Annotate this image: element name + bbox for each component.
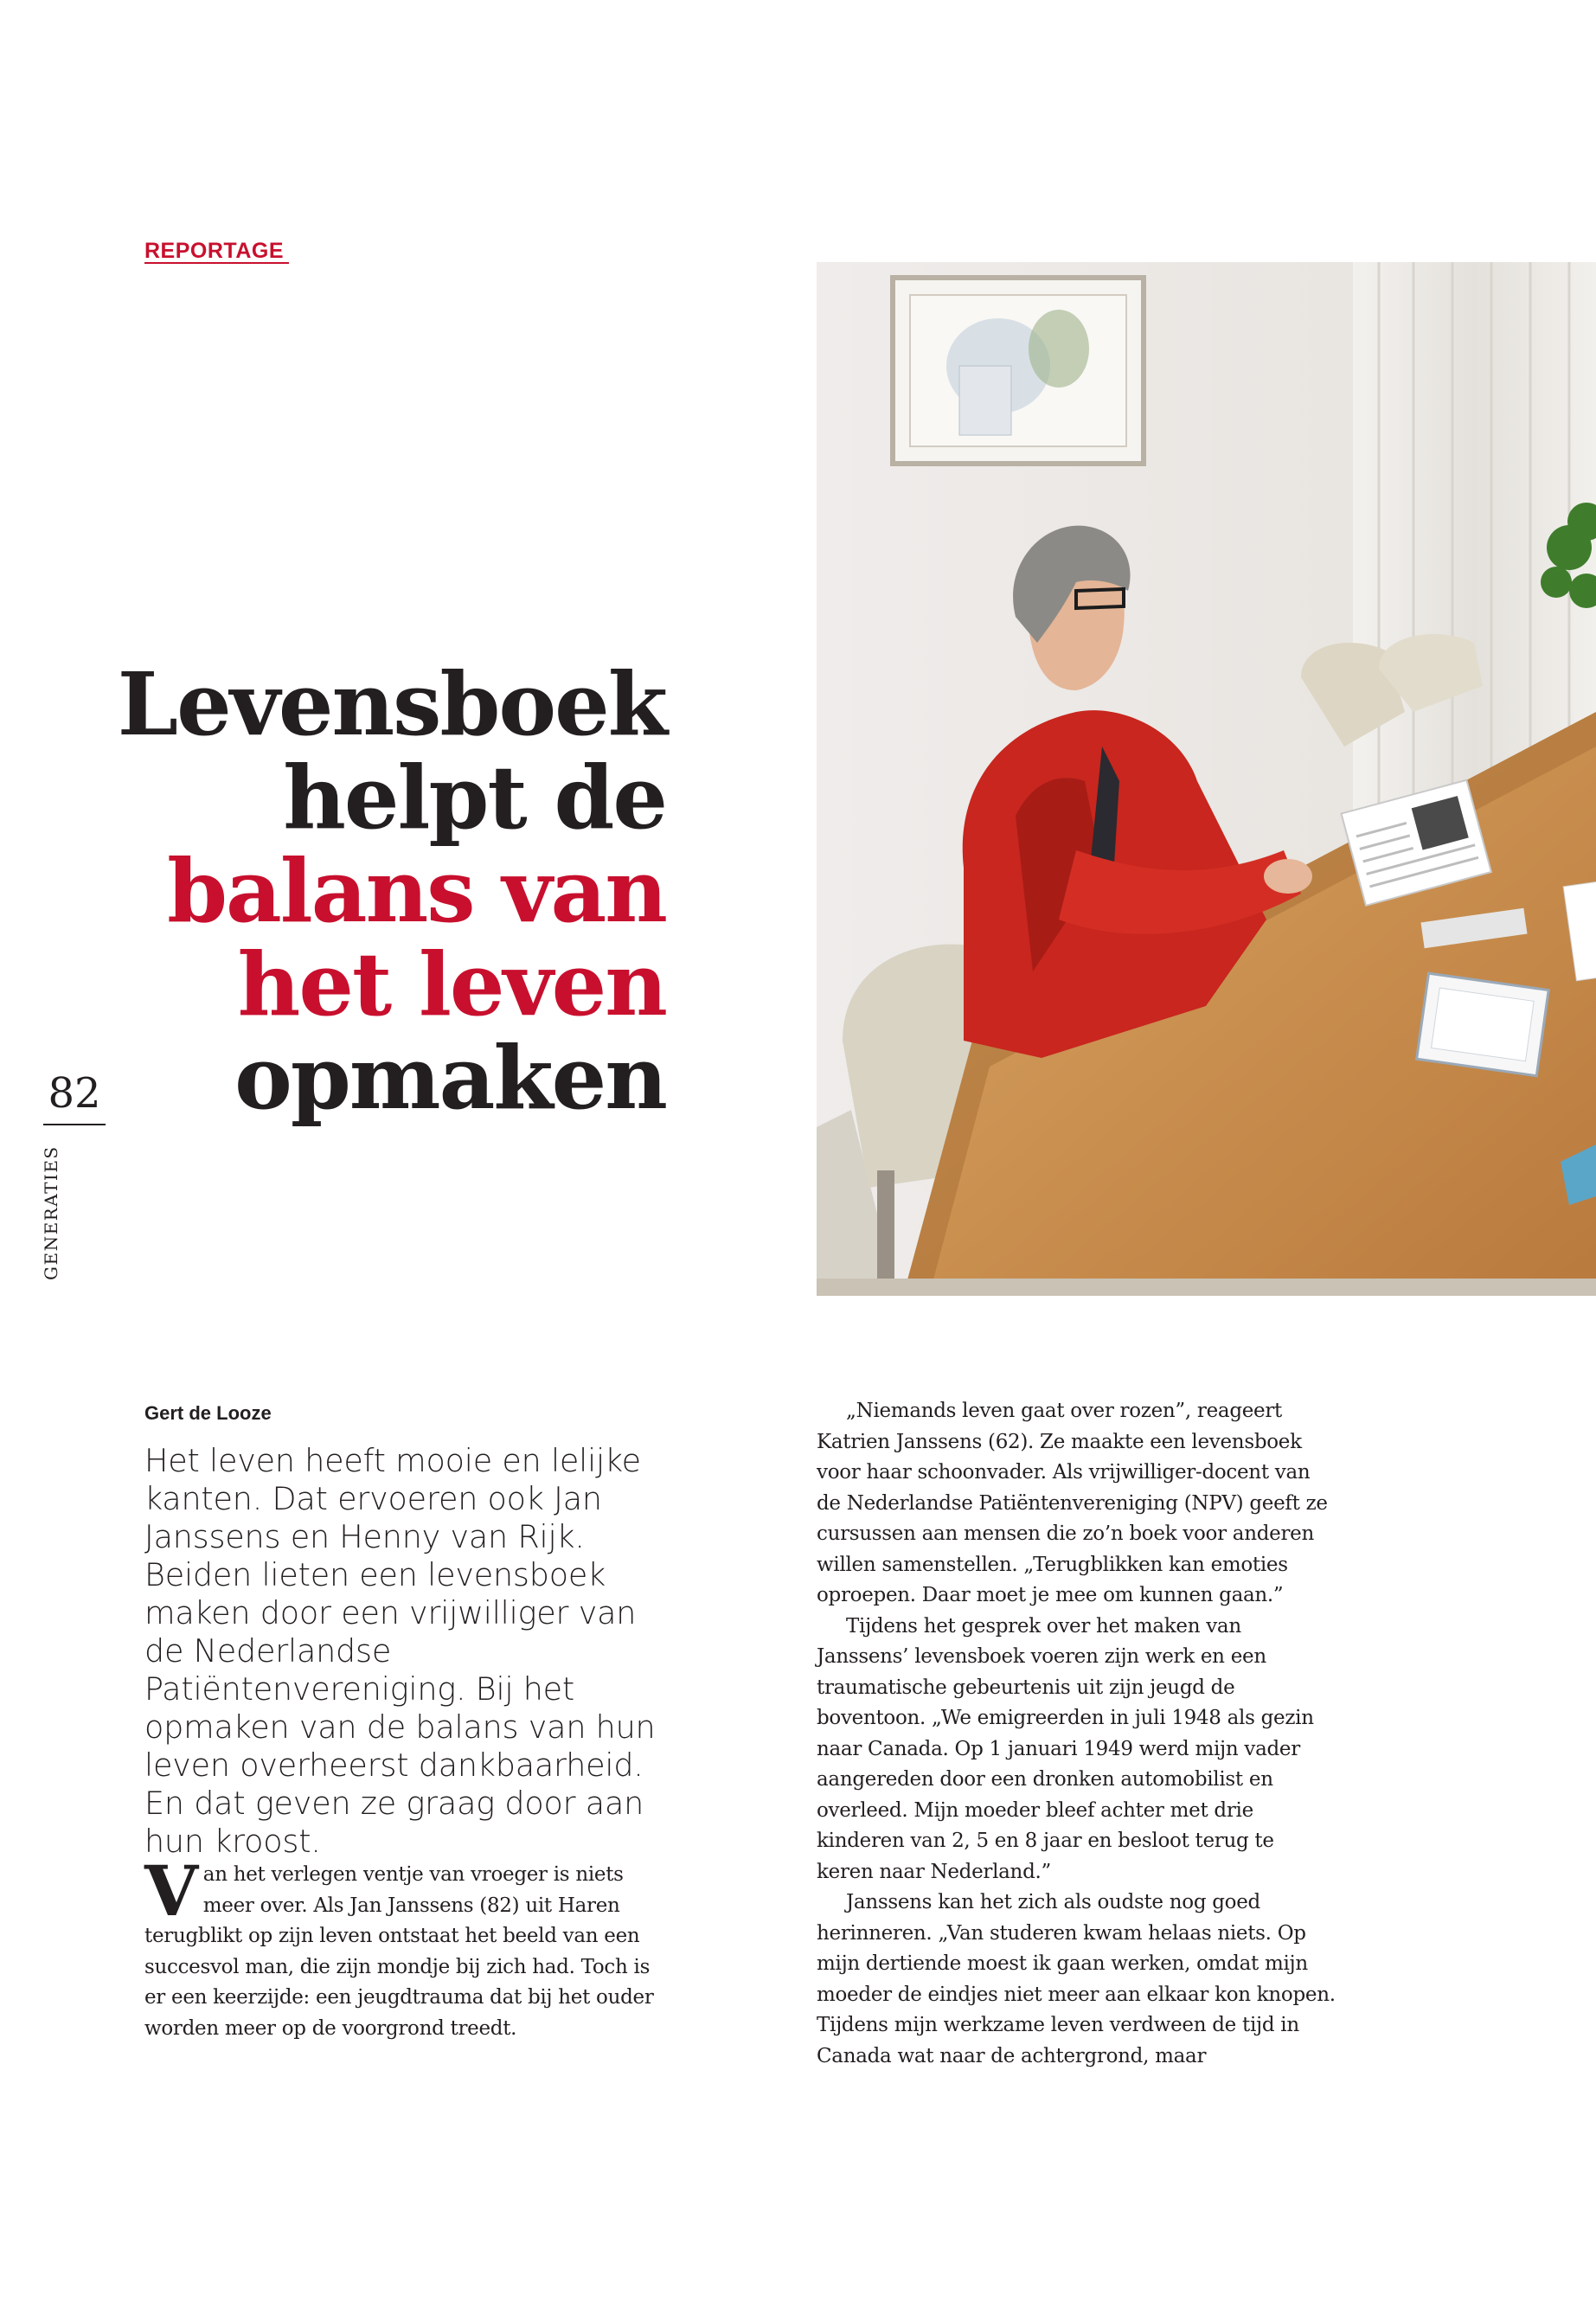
section-label: REPORTAGE [144,240,289,264]
photo-illustration [817,262,1596,1296]
byline-author: Gert de Looze [144,1402,272,1424]
paragraph-4: Janssens kan het zich als oudste nog goed herinneren. „Van studeren kwam helaas niets. Op mijn dertiende moest ik gaan werken, omdat mijn moeder de eindjes niet meer aan elkaar kon knopen. Tijdens mijn werkzame leven verdween de tijd in Canada wat naar de achtergrond, maar [817,1891,1336,2067]
headline-line-1: Levensboek [117,653,666,755]
headline-line-3: balans van [167,840,666,942]
lead-paragraph: an het verlegen ventje van vroeger is niets meer over. Als Jan Janssens (82) uit Haren terugblikt op zijn leven ontstaat het beeld van een succesvol man, die zijn mondje bij zich had. Toch is er een keerzijde: een jeugdtrauma dat bij het ouder worden meer op de voorgrond treedt. [144,1863,654,2040]
headline-line-2: helpt de [283,747,666,849]
page-number: 82 [43,1068,106,1125]
headline [61,653,666,1129]
magazine-name: GENERATIES [41,1145,61,1280]
headline-line-4: het leven [237,933,666,1035]
drop-cap: V [144,1850,198,1932]
article-photo [817,262,1596,1296]
paragraph-3: Tijdens het gesprek over het maken van Janssens’ levensboek voeren zijn werk en een traumatische gebeurtenis uit zijn jeugd de boventoon. „We emigreerden in juli 1948 als gezin naar Canada. Op 1 januari 1949 werd mijn vader aangereden door een dronken automobilist en overleed. Mijn moeder bleef achter met drie kinderen van 2, 5 en 8 jaar en besloot terug te keren naar Nederland.” [817,1614,1314,1883]
article-body-right-column [817,1396,1336,2072]
headline-line-5: opmaken [234,1027,666,1129]
article-body-left-column [144,1850,663,2044]
paragraph-2: „Niemands leven gaat over rozen”, reageert Katrien Janssens (62). Ze maakte een levensboek voor haar schoonvader. Als vrijwilliger-docent van de Nederlandse Patiëntenvereniging (NPV) geeft ze cursussen aan mensen die zo’n boek voor anderen willen samenstellen. „Terugblikken kan emoties oproepen. Daar moet je mee om kunnen gaan.” [817,1400,1328,1606]
article-intro: Het leven heeft mooie en lelijke kanten. Dat ervoeren ook Jan Janssens en Henny van Rijk. Beiden lieten een levensboek maken door een vrijwilliger van de Nederlandse Patiëntenvereniging. Bij het opmaken van de balans van hun leven overheerst dankbaarheid. En dat geven ze graag door aan hun kroost. [144,1442,656,1860]
